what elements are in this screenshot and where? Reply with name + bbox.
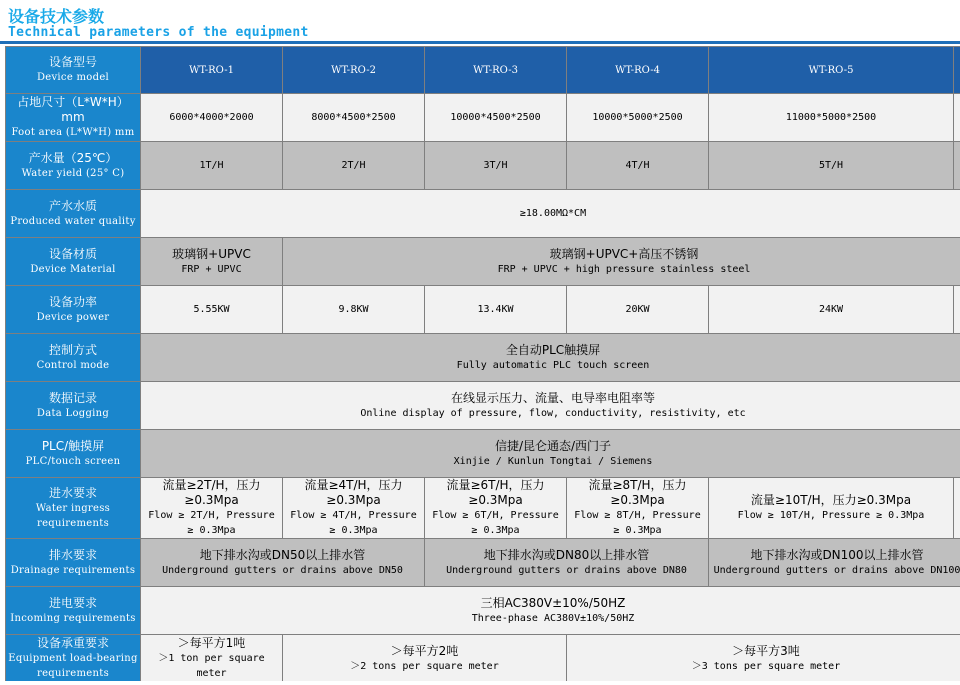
table-cell: 流量≥4T/H，压力≥0.3Mpa Flow ≥ 4T/H, Pressure ≥ 0.3Mpa <box>283 478 425 539</box>
table-cell: 信捷/昆仑通态/西门子 Xinjie / Kunlun Tongtai / Siemens <box>141 430 960 478</box>
table-row <box>6 190 960 238</box>
table-cell: 4T/H <box>567 142 709 190</box>
row-label-drainage: 排水要求 Drainage requirements <box>6 539 141 587</box>
row-label-control-mode: 控制方式 Control mode <box>6 334 141 382</box>
table-cell: 3T/H <box>425 142 567 190</box>
table-cell: 5T/H <box>709 142 954 190</box>
table-cell: ＞每平方1吨 ＞1 ton per square meter <box>141 635 283 682</box>
table-cell: 地下排水沟或DN80以上排水管 Underground gutters or drains above DN80 <box>425 539 709 587</box>
table-cell: ≥18.00MΩ*CM <box>141 190 960 238</box>
row-label-incoming: 进电要求 Incoming requirements <box>6 587 141 635</box>
table-cell: 2T/H <box>283 142 425 190</box>
table-cell: 三相AC380V±10%/50HZ Three-phase AC380V±10%/50HZ <box>141 587 960 635</box>
clipped-cell <box>954 94 960 142</box>
clipped-cell <box>954 478 960 539</box>
table-cell: 5.55KW <box>141 286 283 334</box>
table-cell: 流量≥6T/H，压力≥0.3Mpa Flow ≥ 6T/H, Pressure ≥ 0.3Mpa <box>425 478 567 539</box>
table-cell: 8000*4500*2500 <box>283 94 425 142</box>
row-label-foot-area: 占地尺寸（L*W*H）mm Foot area (L*W*H) mm <box>6 94 141 142</box>
table-row <box>6 478 960 539</box>
page-title-cn: 设备技术参数 <box>8 7 105 26</box>
table-cell: 玻璃钢+UPVC FRP + UPVC <box>141 238 283 286</box>
table-row <box>6 142 960 190</box>
model-header: WT-RO-5 <box>709 47 954 94</box>
table-row <box>6 334 960 382</box>
table-row <box>6 587 960 635</box>
table-cell: 地下排水沟或DN100以上排水管 Underground gutters or drains above DN100 <box>709 539 960 587</box>
table-cell: ＞每平方3吨 ＞3 tons per square meter <box>567 635 960 682</box>
table-cell: 全自动PLC触摸屏 Fully automatic PLC touch screen <box>141 334 960 382</box>
model-header: WT-RO-4 <box>567 47 709 94</box>
page-title-en: Technical parameters of the equipment <box>8 25 309 40</box>
model-header: WT-RO-1 <box>141 47 283 94</box>
clipped-cell <box>954 142 960 190</box>
table-cell: ＞每平方2吨 ＞2 tons per square meter <box>283 635 567 682</box>
row-label-load-bearing: 设备承重要求 Equipment load-bearing requirements <box>6 635 141 682</box>
table-cell: 13.4KW <box>425 286 567 334</box>
table-header-row <box>6 47 960 94</box>
table-cell: 流量≥8T/H，压力≥0.3Mpa Flow ≥ 8T/H, Pressure ≥ 0.3Mpa <box>567 478 709 539</box>
table-cell: 11000*5000*2500 <box>709 94 954 142</box>
table-row <box>6 539 960 587</box>
row-label-data-logging: 数据记录 Data Logging <box>6 382 141 430</box>
table-row <box>6 238 960 286</box>
table-row <box>6 94 960 142</box>
table-cell: 6000*4000*2000 <box>141 94 283 142</box>
row-label-plc: PLC/触摸屏 PLC/touch screen <box>6 430 141 478</box>
table-cell: 玻璃钢+UPVC+高压不锈钢 FRP + UPVC + high pressure stainless steel <box>283 238 960 286</box>
model-header: WT-RO-3 <box>425 47 567 94</box>
row-label-water-ingress: 进水要求 Water ingress requirements <box>6 478 141 539</box>
title-divider <box>0 41 960 44</box>
table-cell: 在线显示压力、流量、电导率电阻率等 Online display of pressure, flow, conductivity, resistivity, etc <box>141 382 960 430</box>
row-label-device-model: 设备型号 Device model <box>6 47 141 94</box>
parameters-table-container <box>5 46 960 681</box>
clipped-header-cell <box>954 47 960 94</box>
table-cell: 9.8KW <box>283 286 425 334</box>
clipped-cell <box>954 286 960 334</box>
table-row <box>6 430 960 478</box>
table-row <box>6 635 960 682</box>
table-cell: 1T/H <box>141 142 283 190</box>
model-header: WT-RO-2 <box>283 47 425 94</box>
parameters-table <box>5 46 960 681</box>
table-cell: 地下排水沟或DN50以上排水管 Underground gutters or drains above DN50 <box>141 539 425 587</box>
table-row <box>6 286 960 334</box>
table-cell: 24KW <box>709 286 954 334</box>
table-row <box>6 382 960 430</box>
table-cell: 流量≥2T/H，压力≥0.3Mpa Flow ≥ 2T/H, Pressure ≥ 0.3Mpa <box>141 478 283 539</box>
row-label-device-material: 设备材质 Device Material <box>6 238 141 286</box>
table-cell: 10000*4500*2500 <box>425 94 567 142</box>
table-cell: 10000*5000*2500 <box>567 94 709 142</box>
row-label-water-yield: 产水量（25℃） Water yield (25° C) <box>6 142 141 190</box>
table-cell: 20KW <box>567 286 709 334</box>
table-cell: 流量≥10T/H，压力≥0.3Mpa Flow ≥ 10T/H, Pressure ≥ 0.3Mpa <box>709 478 954 539</box>
row-label-device-power: 设备功率 Device power <box>6 286 141 334</box>
row-label-water-quality: 产水水质 Produced water quality <box>6 190 141 238</box>
